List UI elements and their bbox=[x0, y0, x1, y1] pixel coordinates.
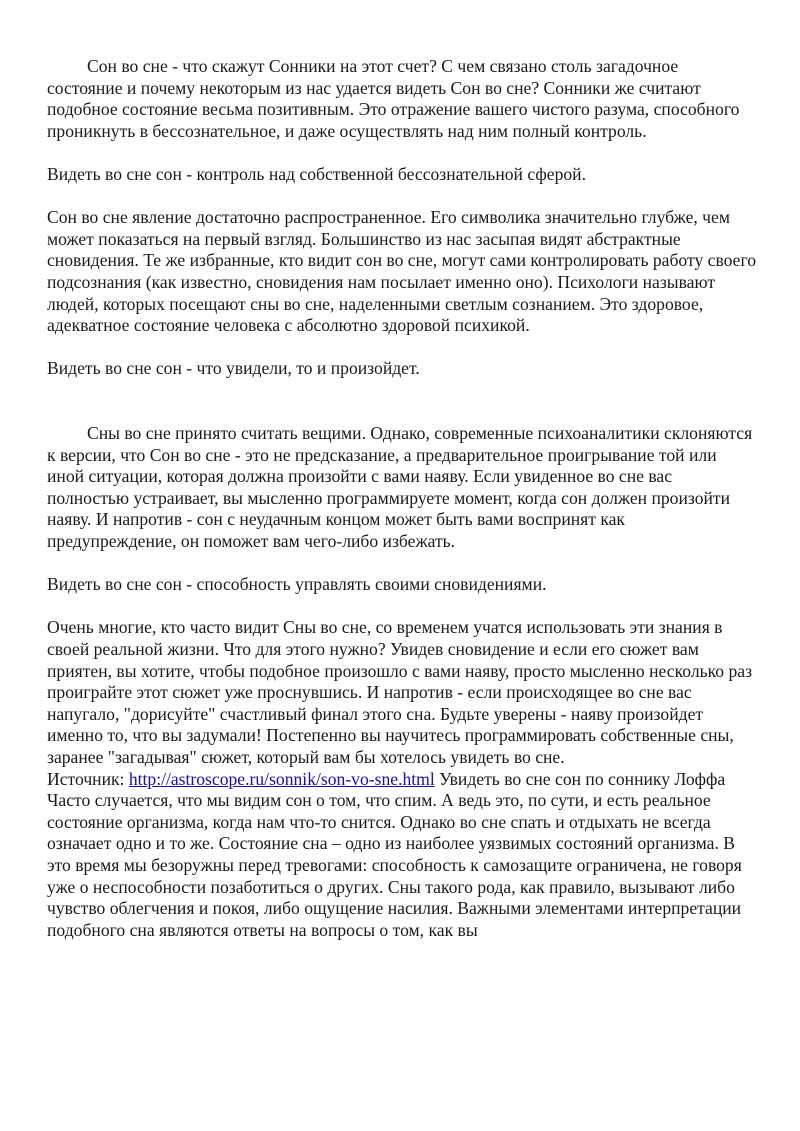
spacer bbox=[47, 553, 757, 575]
heading-prophecy: Видеть во сне сон - что увидели, то и произойдет. bbox=[47, 358, 420, 379]
heading-ability: Видеть во сне сон - способность управлять своими сновидениями. bbox=[47, 574, 547, 595]
spacer bbox=[47, 186, 757, 208]
paragraph-source bbox=[47, 769, 757, 942]
paragraph-loff: Увидеть во сне сон по соннику Лоффа Часто случается, что мы видим сон о том, что спим. А ведь это, по сути, и есть реальное состояние организма, когда нам что-то снится. Однако во сне спать и отдыхать не всегда означает одно и то же. Состояние сна – одно из наиболее уязвимых состояний организма. В это время мы безоружны перед тревогами: способность к самозащите ограничена, не говоря уже о неспособности позаботиться о других. Сны такого рода, как правило, вызывают либо чувство облегчения и покоя, либо ощущение насилия. Важными элементами интерпретации подобного сна являются ответы на вопросы о том, как вы bbox=[47, 768, 742, 940]
spacer bbox=[47, 337, 757, 359]
heading-control: Видеть во сне сон - контроль над собственной бессознательной сферой. bbox=[47, 163, 586, 184]
spacer bbox=[47, 142, 757, 164]
paragraph-prophetic: Сны во сне принято считать вещими. Однако, современные психоаналитики склоняются к версии, что Сон во сне - это не предсказание, а предварительное проигрывание той или иной ситуации, которая должна произойти с вами наяву. Если увиденное во сне вас полностью устраивает, вы мысленно программируете момент, когда сон должен произойти наяву. И напротив - сон с неудачным концом может быть вами воспринят как предупреждение, он поможет вам чего-либо избежать. bbox=[47, 423, 753, 552]
document-page bbox=[47, 56, 757, 941]
source-link[interactable]: http://astroscope.ru/sonnik/son-vo-sne.html bbox=[128, 768, 435, 789]
source-label: Источник: bbox=[47, 768, 129, 789]
paragraph-phenomenon: Сон во сне явление достаточно распространенное. Его символика значительно глубже, чем может показаться на первый взгляд. Большинство из нас засыпая видят абстрактные сновидения. Те же избранные, кто видит сон во сне, могут сами контролировать работу своего подсознания (как известно, сновидения нам посылает именно оно). Психологи называют людей, которых посещают сны во сне, наделенными светлым сознанием. Это здоровое, адекватное состояние человека с абсолютно здоровой психикой. bbox=[47, 207, 757, 336]
paragraph-practice: Очень многие, кто часто видит Сны во сне, со временем учатся использовать эти знания в своей реальной жизни. Что для этого нужно? Увидев сновидение и если его сюжет вам приятен, вы хотите, чтобы подобное произошло с вами наяву, просто мысленно несколько раз проиграйте этот сюжет уже проснувшись. И напротив - если происходящее во сне вас напугало, "дорисуйте" счастливый финал этого сна. Будьте уверены - наяву произойдет именно то, что вы задумали! Постепенно вы научитесь программировать собственные сны, заранее "загадывая" сюжет, который вам бы хотелось увидеть во сне. bbox=[47, 617, 753, 767]
spacer bbox=[47, 596, 757, 618]
paragraph-intro: Сон во сне - что скажут Сонники на этот счет? С чем связано столь загадочное состояние и почему некоторым из нас удается видеть Сон во сне? Сонники же считают подобное состояние весьма позитивным. Это отражение вашего чистого разума, способного проникнуть в бессознательное, и даже осуществлять над ним полный контроль. bbox=[47, 56, 740, 141]
spacer bbox=[47, 380, 757, 423]
